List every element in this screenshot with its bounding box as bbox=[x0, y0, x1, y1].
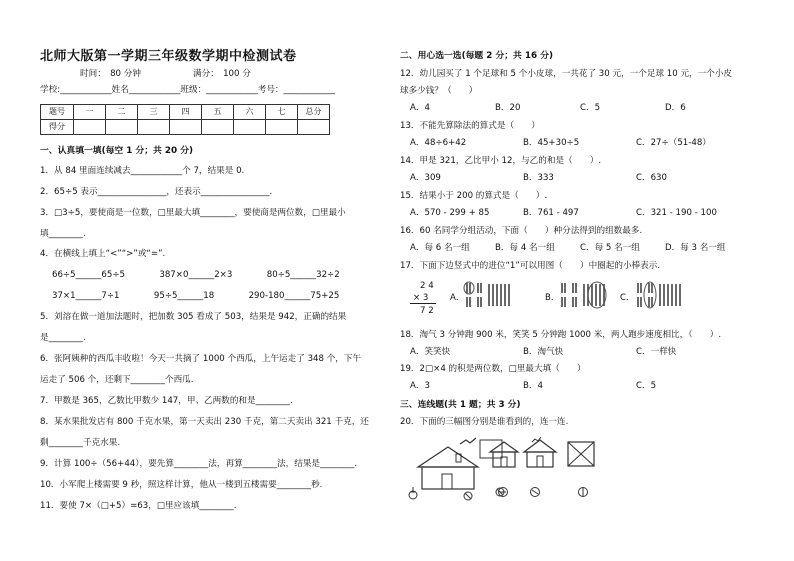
score-cell[interactable] bbox=[266, 120, 298, 135]
score-header-cell: 总分 bbox=[298, 105, 330, 120]
score-cell[interactable] bbox=[138, 120, 170, 135]
option-b[interactable]: B．45+30÷5 bbox=[523, 138, 580, 148]
option-b[interactable]: B．761 - 497 bbox=[523, 208, 579, 218]
vertical-calc-row: 2 4 bbox=[420, 281, 434, 291]
option-b[interactable]: B． bbox=[545, 293, 560, 303]
question-line: 9．计算 100÷（56+44），要先算________法，再算________法，结果是________. bbox=[40, 459, 358, 469]
question-12: 12．幼儿园买了 1 个足球和 5 个小皮球，一共花了 30 元，一个足球 10 元，一个小皮 bbox=[400, 69, 733, 79]
option-b[interactable]: B．每 4 名一组 bbox=[495, 243, 555, 253]
option-b[interactable]: B．20 bbox=[495, 103, 521, 113]
option-c[interactable]: C．每 5 名一组 bbox=[580, 243, 640, 253]
question-line: 剩________千克水果. bbox=[40, 438, 121, 448]
score-header-cell: 一 bbox=[74, 105, 106, 120]
question-12-cont: 球多少钱？（ ） bbox=[400, 86, 478, 96]
score-header-cell: 题号 bbox=[41, 105, 74, 120]
student-info-line: 学校:____________姓名____________班级：____________考号：____________ bbox=[40, 85, 336, 95]
option-b[interactable]: B．淘气快 bbox=[523, 347, 564, 357]
question-line: 填________. bbox=[40, 229, 86, 239]
score-table-row bbox=[41, 120, 330, 135]
view-3-icon bbox=[566, 440, 596, 468]
option-a[interactable]: A．4 bbox=[410, 103, 430, 113]
question-18: 18．淘气 3 分钟跑 900 米，笑笑 5 分钟跑 1000 米，两人跑步速度相比，（ ）. bbox=[400, 330, 722, 340]
vertical-calc-row: 7 2 bbox=[420, 306, 434, 316]
question-line: 66÷5______65÷5 387×0______2×3 80÷5______32÷2 bbox=[52, 270, 340, 280]
question-line: 11．要使 7×（□+5）=63，□里应该填________. bbox=[40, 501, 237, 511]
option-c[interactable]: C．27÷（51-48） bbox=[636, 138, 711, 148]
question-line: 2．65÷5 表示________________，还表示________________. bbox=[40, 187, 273, 197]
option-a[interactable]: A．3 bbox=[410, 381, 430, 391]
section-2-heading: 二、用心选一选(每题 2 分；共 16 分) bbox=[400, 51, 554, 61]
option-d[interactable]: D．每 3 名一组 bbox=[665, 243, 726, 253]
option-a[interactable]: A．309 bbox=[410, 173, 441, 183]
vertical-calc-row: × 3 bbox=[413, 293, 429, 303]
sticks-figure-a bbox=[463, 280, 523, 310]
question-line: 是________. bbox=[40, 333, 86, 343]
score-header-cell: 三 bbox=[138, 105, 170, 120]
option-b[interactable]: B．333 bbox=[523, 173, 554, 183]
score-cell[interactable] bbox=[202, 120, 234, 135]
score-cell[interactable] bbox=[298, 120, 330, 135]
question-19: 19．2□×4 的积是两位数，□里最大填（ ） bbox=[400, 364, 586, 374]
question-line: 5．刘溶在做一道加法题时，把加数 305 看成了 503，结果是 942，正确的结果 bbox=[40, 312, 347, 322]
section-3-heading: 三、连线题(共 1 题；共 3 分) bbox=[400, 400, 521, 410]
option-c[interactable]: C． bbox=[620, 293, 635, 303]
question-17: 17．下面下边竖式中的进位“1”可以用图（ ）中圈起的小棒表示. bbox=[400, 261, 661, 271]
section-1-heading: 一、认真填一填(每空 1 分；共 20 分) bbox=[40, 146, 194, 156]
question-line: 运走了 506 个，还剩下________个西瓜. bbox=[40, 375, 194, 385]
question-line: 6．张阿姨种的西瓜丰收啦！今天一共摘了 1000 个西瓜，上午运走了 348 个，下午 bbox=[40, 354, 362, 364]
question-13: 13．不能先算除法的算式是（ ） bbox=[400, 121, 540, 131]
option-a[interactable]: A．48÷6+42 bbox=[410, 138, 467, 148]
question-14: 14．甲是 321，乙比甲小 12，与乙的和是（ ）. bbox=[400, 156, 602, 166]
score-header-cell: 七 bbox=[266, 105, 298, 120]
score-table bbox=[40, 104, 330, 135]
question-line: 1．从 84 里面连续减去____________个 7，结果是 0. bbox=[40, 166, 245, 176]
option-c[interactable]: C．5 bbox=[580, 103, 601, 113]
option-c[interactable]: C．5 bbox=[636, 381, 657, 391]
observer-1-icon bbox=[496, 486, 510, 498]
option-c[interactable]: C．630 bbox=[636, 173, 667, 183]
option-a[interactable]: A．570 - 299 + 85 bbox=[410, 208, 490, 218]
view-1-icon bbox=[488, 440, 520, 470]
question-line: 7．甲数是 365，乙数比甲数少 147，甲、乙两数的和是________. bbox=[40, 396, 293, 406]
sticks-figure-b bbox=[558, 280, 618, 310]
question-line: 3．□3÷5，要使商是一位数，□里最大填________，要使商是两位数，□里最小 bbox=[40, 208, 346, 218]
score-cell[interactable] bbox=[106, 120, 138, 135]
option-a[interactable]: A．笑笑快 bbox=[410, 347, 451, 357]
score-cell[interactable] bbox=[74, 120, 106, 135]
question-20: 20．下面的三幅图分别是谁看到的，连一连. bbox=[400, 417, 569, 427]
score-table-header-row bbox=[41, 105, 330, 120]
option-a[interactable]: A．每 6 名一组 bbox=[410, 243, 470, 253]
score-row-label: 得分 bbox=[41, 120, 74, 135]
score-cell[interactable] bbox=[170, 120, 202, 135]
option-a[interactable]: A． bbox=[450, 293, 465, 303]
score-header-cell: 二 bbox=[106, 105, 138, 120]
score-cell[interactable] bbox=[234, 120, 266, 135]
question-15: 15．结果小于 200 的算式是（ ）. bbox=[400, 191, 548, 201]
option-d[interactable]: D．6 bbox=[665, 103, 686, 113]
score-header-cell: 五 bbox=[202, 105, 234, 120]
question-16: 16．60 名同学分组活动，下面（ ）种分法得到的组数最多. bbox=[400, 226, 643, 236]
exam-time: 时间： 80 分钟 bbox=[80, 69, 141, 79]
observer-2-icon bbox=[528, 486, 542, 498]
question-line: 8．某水果批发店有 800 千克水果，第一天卖出 230 千克，第二天卖出 321 千克，还 bbox=[40, 417, 369, 427]
score-header-cell: 六 bbox=[234, 105, 266, 120]
sticks-figure-c bbox=[634, 280, 694, 310]
question-line: 4．在横线上填上“<”“>”或“=”. bbox=[40, 249, 166, 259]
option-b[interactable]: B．4 bbox=[523, 381, 543, 391]
observer-3-icon bbox=[576, 486, 590, 498]
option-c[interactable]: C．一样快 bbox=[636, 347, 677, 357]
score-header-cell: 四 bbox=[170, 105, 202, 120]
calc-divider bbox=[410, 303, 436, 304]
view-2-icon bbox=[522, 436, 558, 470]
full-score: 满分： 100 分 bbox=[193, 69, 251, 79]
question-line: 37×1______7÷1 95÷5______18 290-180______75+25 bbox=[52, 291, 340, 301]
question-line: 10．小军爬上楼需要 9 秒，照这样计算，他从一楼到五楼需要________秒. bbox=[40, 480, 323, 490]
option-c[interactable]: C．321 - 190 - 100 bbox=[636, 208, 717, 218]
page-title: 北师大版第一学期三年级数学期中检测试卷 bbox=[40, 49, 297, 64]
